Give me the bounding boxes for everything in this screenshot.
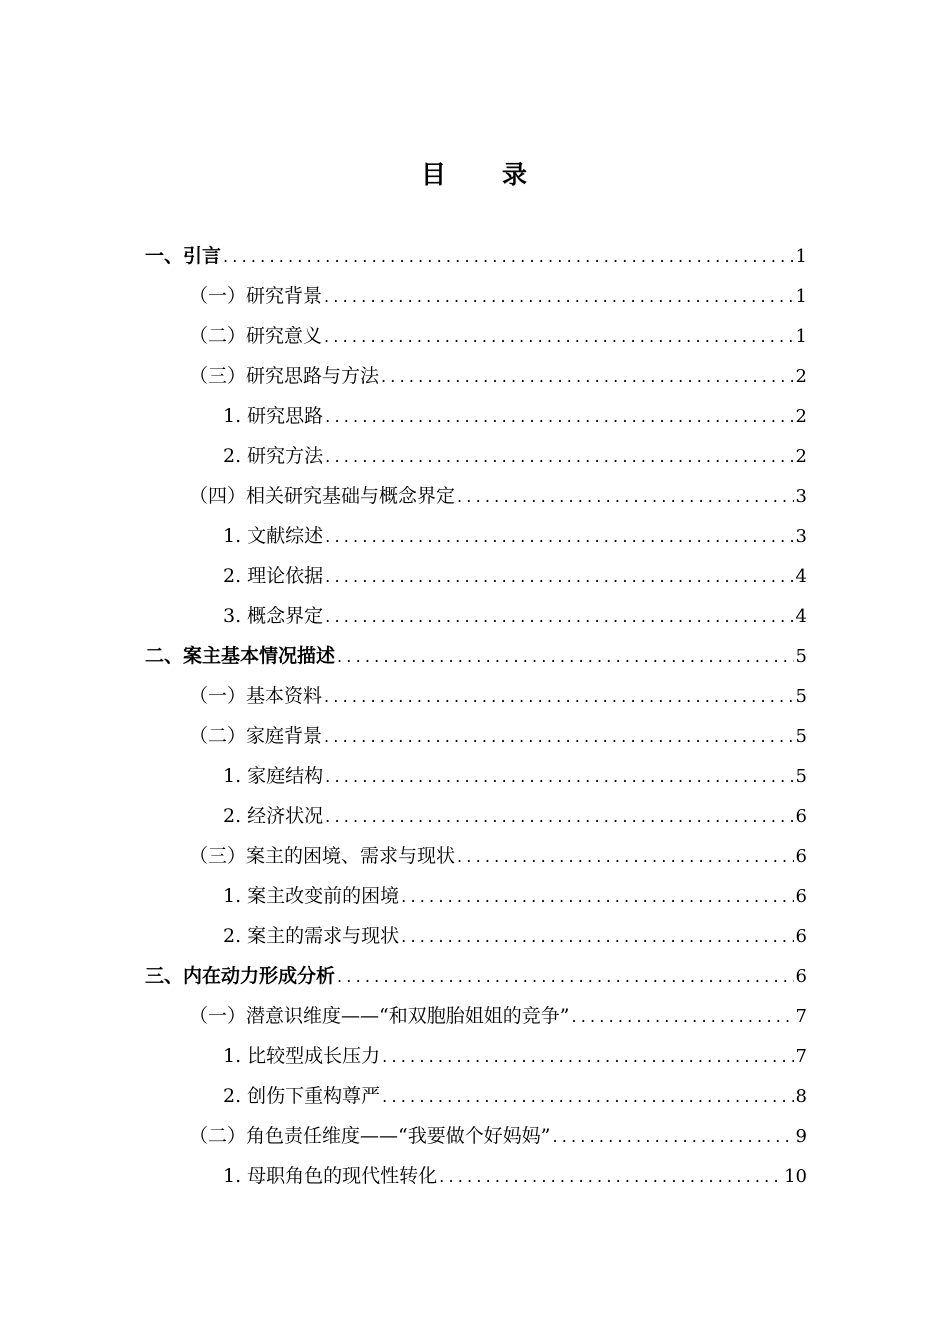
toc-entry[interactable] bbox=[145, 236, 807, 276]
toc-entry-page-number: 5 bbox=[795, 726, 807, 747]
toc-dot-leader bbox=[325, 757, 793, 797]
toc-entry[interactable] bbox=[145, 476, 807, 516]
toc-entry[interactable] bbox=[145, 756, 807, 796]
toc-entry-page-number: 1 bbox=[795, 326, 807, 347]
toc-entry[interactable] bbox=[145, 556, 807, 596]
toc-entry-page-number: 6 bbox=[795, 886, 807, 907]
toc-entry[interactable] bbox=[145, 1116, 807, 1156]
toc-entry-page-number: 6 bbox=[795, 926, 807, 947]
toc-entry-page-number: 4 bbox=[795, 606, 807, 627]
toc-entry-title: 2. 案主的需求与现状 bbox=[223, 925, 400, 947]
toc-dot-leader bbox=[337, 637, 794, 677]
toc-dot-leader bbox=[324, 717, 794, 757]
toc-dot-leader bbox=[324, 317, 794, 357]
toc-entry[interactable] bbox=[145, 1076, 807, 1116]
toc-entry[interactable] bbox=[145, 436, 807, 476]
toc-entry-title: （一）基本资料 bbox=[189, 685, 323, 707]
toc-entry[interactable] bbox=[145, 396, 807, 436]
toc-dot-leader bbox=[382, 1037, 793, 1077]
toc-entry[interactable] bbox=[145, 796, 807, 836]
toc-entry-title: 2. 研究方法 bbox=[223, 445, 324, 467]
toc-entry-page-number: 10 bbox=[784, 1166, 807, 1187]
toc-entry-page-number: 5 bbox=[795, 766, 807, 787]
toc-entry[interactable] bbox=[145, 516, 807, 556]
toc-dot-leader bbox=[571, 997, 793, 1037]
toc-entry-page-number: 2 bbox=[795, 366, 807, 387]
toc-entry-page-number: 7 bbox=[795, 1046, 807, 1067]
toc-entry-title: 2. 理论依据 bbox=[223, 565, 324, 587]
toc-entry-page-number: 1 bbox=[795, 286, 807, 307]
toc-dot-leader bbox=[401, 917, 793, 957]
toc-entry-page-number: 3 bbox=[795, 486, 807, 507]
toc-dot-leader bbox=[457, 837, 794, 877]
toc-dot-leader bbox=[324, 277, 794, 317]
toc-entry[interactable] bbox=[145, 356, 807, 396]
toc-entry[interactable] bbox=[145, 956, 807, 996]
toc-entry-title: （二）研究意义 bbox=[189, 325, 323, 347]
toc-dot-leader bbox=[325, 397, 793, 437]
toc-entry-page-number: 1 bbox=[795, 246, 807, 267]
toc-dot-leader bbox=[439, 1157, 782, 1197]
toc-dot-leader bbox=[223, 237, 794, 277]
toc-entry-title: （二）角色责任维度——“我要做个好妈妈” bbox=[189, 1125, 551, 1147]
toc-entry[interactable] bbox=[145, 1156, 807, 1196]
toc-entry-title: （一）研究背景 bbox=[189, 285, 323, 307]
toc-entry-title: 1. 比较型成长压力 bbox=[223, 1045, 381, 1067]
toc-entry[interactable] bbox=[145, 316, 807, 356]
toc-dot-leader bbox=[325, 517, 793, 557]
toc-entry-title: （三）案主的困境、需求与现状 bbox=[189, 845, 456, 867]
toc-entry-title: （二）家庭背景 bbox=[189, 725, 323, 747]
toc-entry-title: 一、引言 bbox=[145, 245, 222, 267]
toc-dot-leader bbox=[457, 477, 794, 517]
toc-entry-title: （四）相关研究基础与概念界定 bbox=[189, 485, 456, 507]
toc-entry-page-number: 5 bbox=[795, 686, 807, 707]
toc-dot-leader bbox=[552, 1117, 793, 1157]
toc-entry-title: 二、案主基本情况描述 bbox=[145, 645, 336, 667]
toc-entry[interactable] bbox=[145, 996, 807, 1036]
toc-entry-title: 三、内在动力形成分析 bbox=[145, 965, 336, 987]
toc-entry-title: 1. 家庭结构 bbox=[223, 765, 324, 787]
toc-entry-title: 1. 研究思路 bbox=[223, 405, 324, 427]
toc-entry-page-number: 4 bbox=[795, 566, 807, 587]
toc-entry-page-number: 3 bbox=[795, 526, 807, 547]
toc-entry-title: （一）潜意识维度——“和双胞胎姐姐的竞争” bbox=[189, 1005, 570, 1027]
toc-entry-page-number: 8 bbox=[795, 1086, 807, 1107]
toc-entry[interactable] bbox=[145, 916, 807, 956]
toc-list bbox=[145, 236, 807, 1196]
toc-entry-page-number: 5 bbox=[795, 646, 807, 667]
toc-dot-leader bbox=[325, 797, 793, 837]
toc-entry-title: 1. 母职角色的现代性转化 bbox=[223, 1165, 438, 1187]
toc-dot-leader bbox=[401, 877, 793, 917]
toc-entry-title: 2. 经济状况 bbox=[223, 805, 324, 827]
toc-entry[interactable] bbox=[145, 636, 807, 676]
toc-entry-title: 2. 创伤下重构尊严 bbox=[223, 1085, 381, 1107]
toc-entry[interactable] bbox=[145, 836, 807, 876]
toc-entry-page-number: 6 bbox=[795, 806, 807, 827]
toc-entry[interactable] bbox=[145, 276, 807, 316]
toc-entry-page-number: 7 bbox=[795, 1006, 807, 1027]
toc-entry-title: （三）研究思路与方法 bbox=[189, 365, 380, 387]
toc-dot-leader bbox=[325, 597, 793, 637]
toc-dot-leader bbox=[325, 437, 793, 477]
toc-dot-leader bbox=[337, 957, 794, 997]
toc-entry[interactable] bbox=[145, 1036, 807, 1076]
toc-entry-title: 3. 概念界定 bbox=[223, 605, 324, 627]
toc-entry[interactable] bbox=[145, 676, 807, 716]
toc-entry-page-number: 2 bbox=[795, 446, 807, 467]
toc-entry-page-number: 6 bbox=[795, 966, 807, 987]
toc-dot-leader bbox=[381, 357, 794, 397]
toc-entry-page-number: 6 bbox=[795, 846, 807, 867]
toc-entry[interactable] bbox=[145, 716, 807, 756]
toc-dot-leader bbox=[324, 677, 794, 717]
toc-entry[interactable] bbox=[145, 596, 807, 636]
toc-entry-page-number: 9 bbox=[795, 1126, 807, 1147]
toc-entry[interactable] bbox=[145, 876, 807, 916]
toc-entry-title: 1. 案主改变前的困境 bbox=[223, 885, 400, 907]
toc-dot-leader bbox=[325, 557, 793, 597]
toc-dot-leader bbox=[382, 1077, 793, 1117]
toc-entry-page-number: 2 bbox=[795, 406, 807, 427]
toc-title: 目 录 bbox=[420, 160, 529, 189]
toc-entry-title: 1. 文献综述 bbox=[223, 525, 324, 547]
